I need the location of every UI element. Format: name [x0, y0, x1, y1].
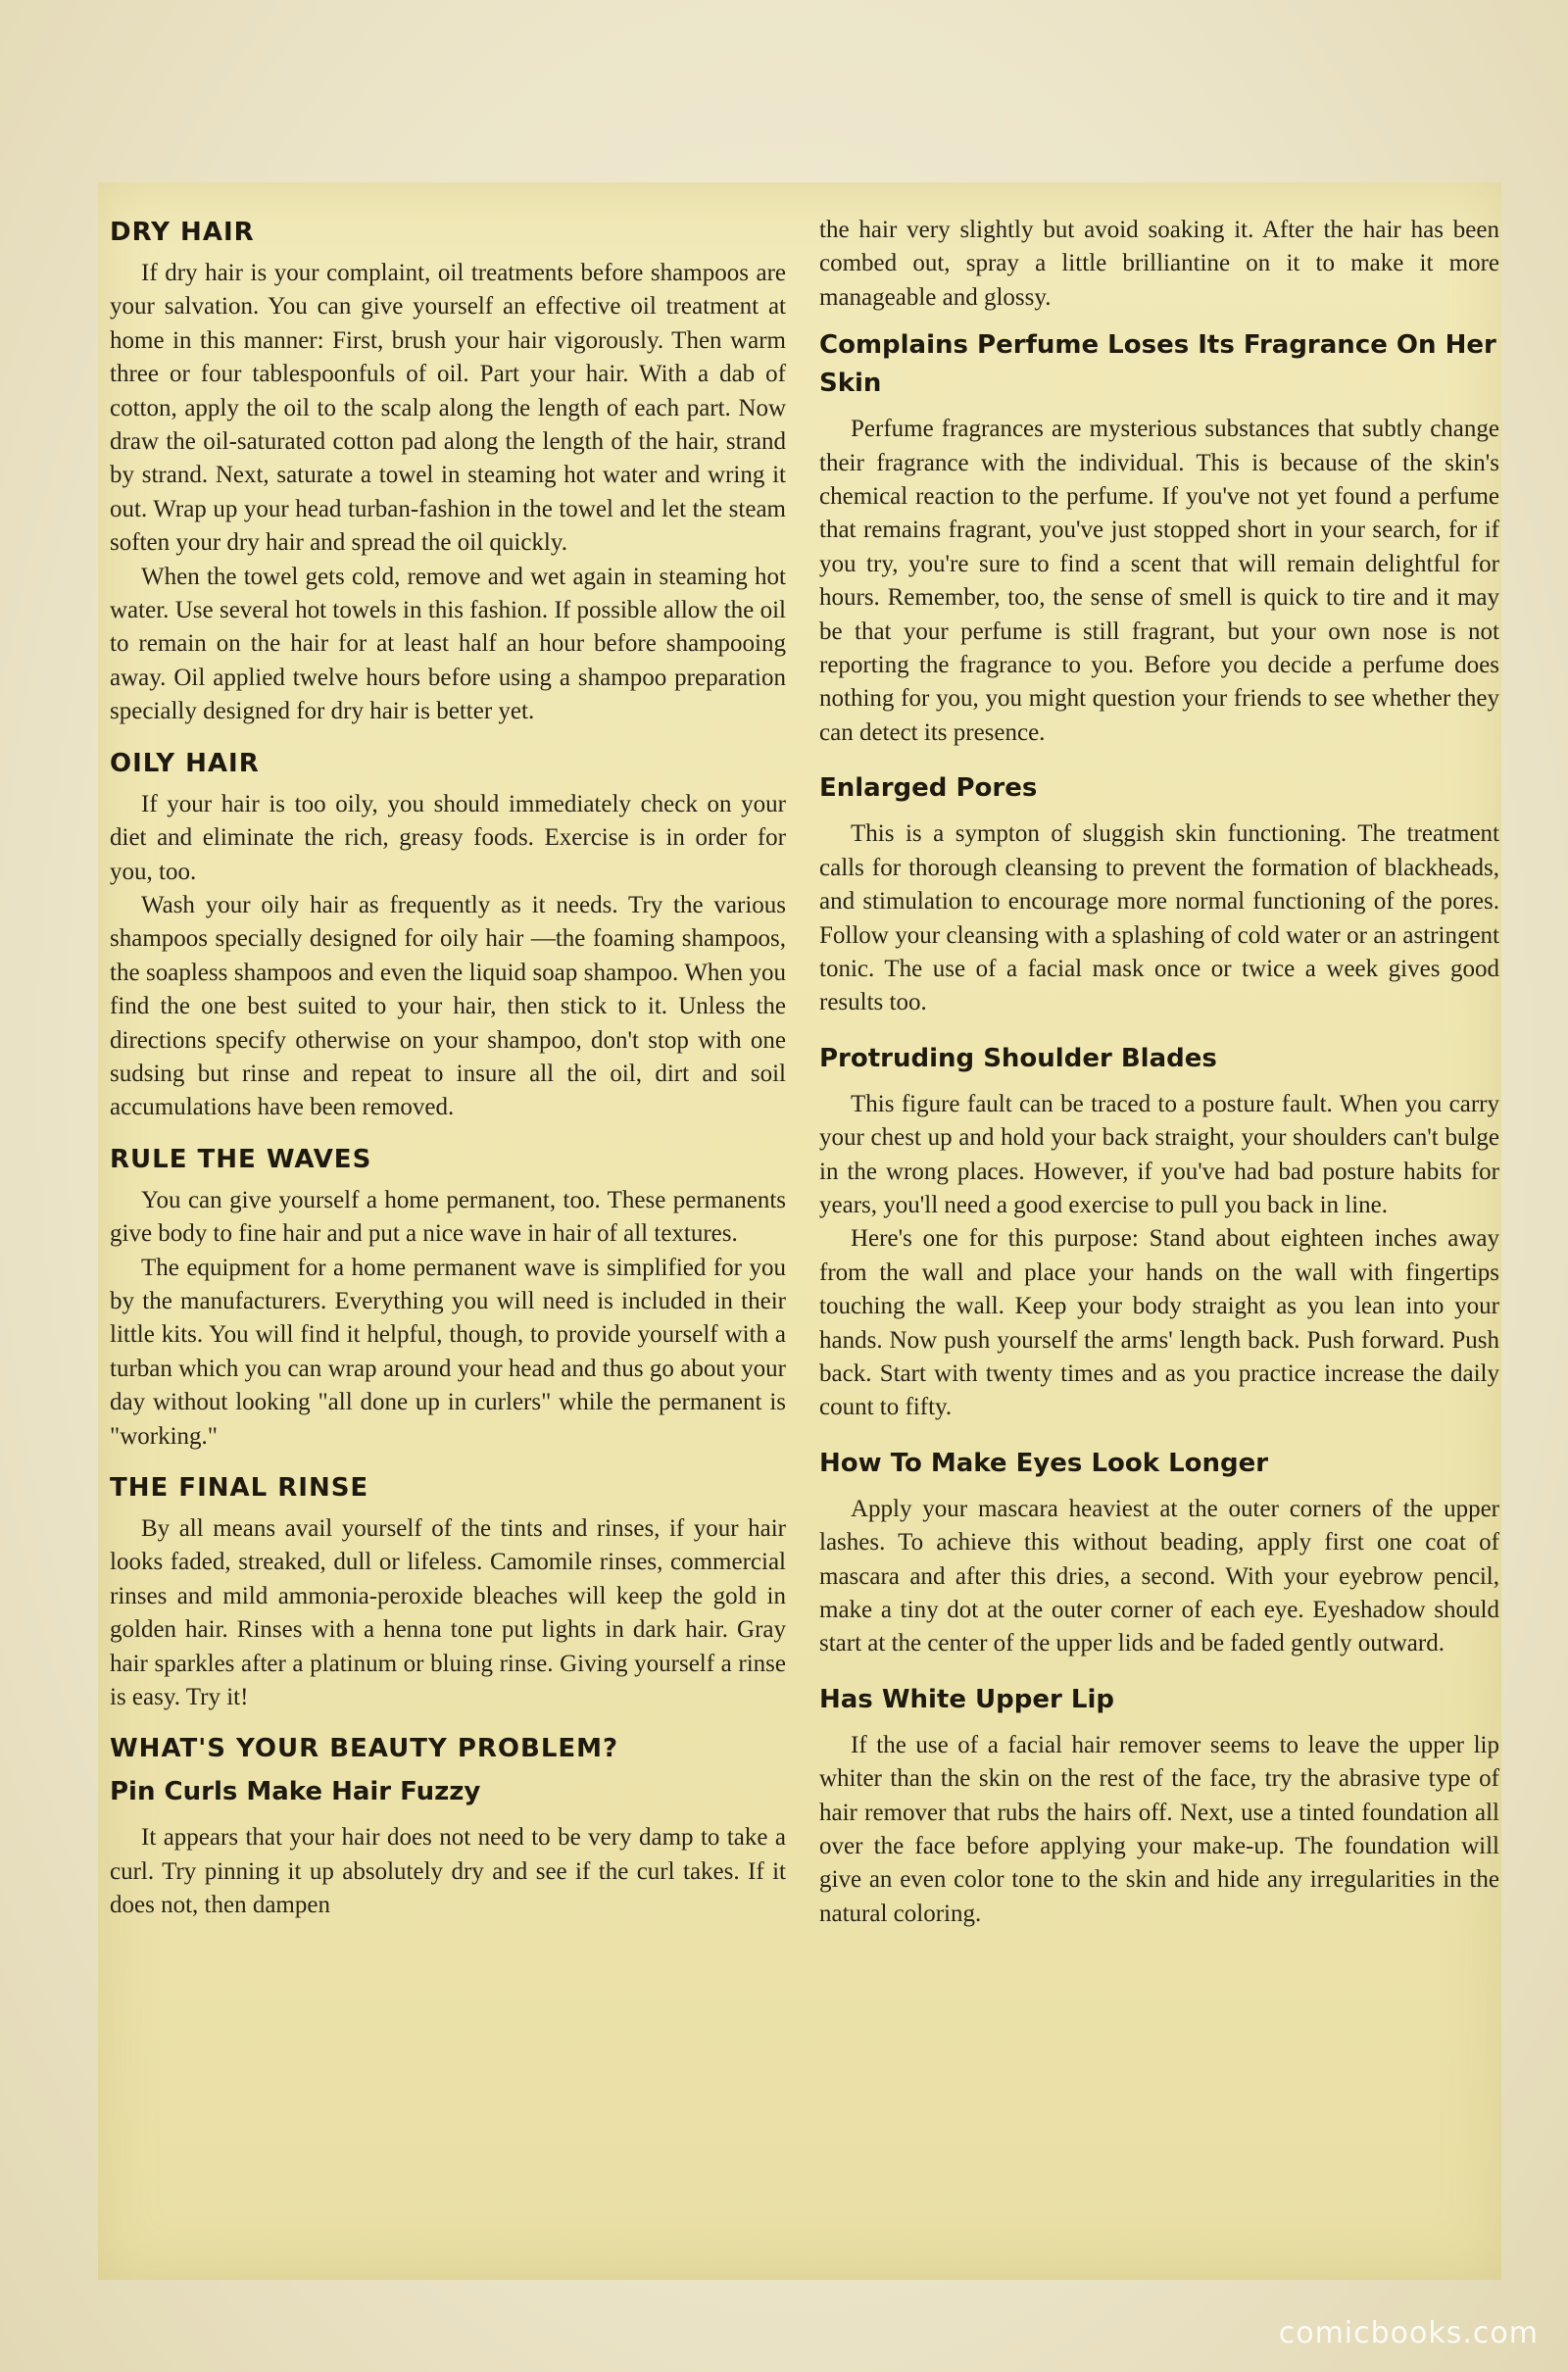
paragraph: When the towel gets cold, remove and wet again in steaming hot water. Use several hot towels in this fashion. If possible allow the oil to remain on the hair for at least half an hour before shampooing away. Oil applied twelve hours before using a shampoo preparation specially designed for dry hair is better yet.	[110, 563, 786, 725]
section-shoulder-blades	[819, 1040, 1499, 1425]
section-final-rinse	[110, 1473, 786, 1714]
heading-shoulder-blades: Protruding Shoulder Blades	[819, 1043, 1217, 1073]
right-column	[819, 214, 1499, 1951]
section-oily-hair	[110, 749, 786, 1125]
paragraph: This is a sympton of sluggish skin functioning. The treatment calls for thorough cleansing to prevent the formation of blackheads, and stimulation to encourage more normal functioning of the pores. Follow your cleansing with a splashing of cold water or an astringent tonic. The use of a facial mask once or twice a week gives good results too.	[819, 820, 1499, 1016]
heading-rule-the-waves: RULE THE WAVES	[110, 1144, 372, 1174]
heading-eyes: How To Make Eyes Look Longer	[819, 1448, 1269, 1478]
section-rule-the-waves	[110, 1145, 786, 1454]
paragraph: This figure fault can be traced to a posture fault. When you carry your chest up and hold your back straight, your shoulders can't bulge in the wrong places. However, if you've had bad posture habits for years, you'll need a good exercise to pull you back in line.	[819, 1090, 1499, 1218]
heading-beauty-problem: WHAT'S YOUR BEAUTY PROBLEM?	[110, 1734, 619, 1764]
watermark: comicbooks.com	[1278, 2316, 1539, 2350]
heading-perfume: Complains Perfume Loses Its Fragrance On Her Skin	[819, 330, 1496, 399]
left-column	[110, 218, 786, 1943]
paragraph: If the use of a facial hair remover seems to leave the upper lip whiter than the skin on the rest of the face, try the abrasive type of hair remover that rubs the hairs off. Next, use a tinted foundation all over the face before applying your make-up. The foundation will give an even color tone to the skin and hide any irregularities in the natural coloring.	[819, 1731, 1499, 1927]
paragraph: You can give yourself a home permanent, too. These permanents give body to fine hair and put a nice wave in hair of all textures.	[110, 1186, 786, 1248]
paragraph: Perfume fragrances are mysterious substances that subtly change their fragrance with the individual. This is because of the skin's chemical reaction to the perfume. If you've not yet found a perfume that remains fragrant, you've just stopped short in your search, for if you try, you're sure to find a scent that will remain delightful for hours. Remember, too, the sense of smell is quick to tire and it may be that your perfume is still fragrant, but your own nose is not reporting the fragrance to you. Before you decide a perfume does nothing for you, you might question your friends to see whether they can detect its presence.	[819, 416, 1499, 746]
continuation-block	[819, 214, 1499, 315]
section-beauty-problem	[110, 1734, 786, 1922]
paragraph: Here's one for this purpose: Stand about eighteen inches away from the wall and place your hands on the wall with fingertips touching the wall. Keep your body straight as you lean into your hands. Now push yourself the arms' length back. Push forward. Push back. Start with twenty times and as you practice increase the daily count to fifty.	[819, 1225, 1499, 1421]
section-eyes	[819, 1445, 1499, 1661]
section-perfume	[819, 326, 1499, 750]
heading-upper-lip: Has White Upper Lip	[819, 1684, 1114, 1714]
paragraph: If your hair is too oily, you should immediately check on your diet and eliminate the rich, greasy foods. Exercise is in order for you, too.	[110, 790, 786, 885]
heading-dry-hair: DRY HAIR	[110, 218, 255, 247]
paragraph: Apply your mascara heaviest at the outer corners of the upper lashes. To achieve this without beading, apply first one coat of mascara and after this dries, a second. With your eyebrow pencil, make a tiny dot at the outer corner of each eye. Eyeshadow should start at the center of the upper lids and be faded gently outward.	[819, 1495, 1499, 1657]
section-upper-lip	[819, 1681, 1499, 1931]
heading-final-rinse: THE FINAL RINSE	[110, 1473, 369, 1503]
paragraph-continuation: the hair very slightly but avoid soaking it. After the hair has been combed out, spray a little brilliantine on it to make it more manageable and glossy.	[819, 217, 1499, 311]
paragraph: If dry hair is your complaint, oil treatments before shampoos are your salvation. You can give yourself an effective oil treatment at home in this manner: First, brush your hair vigorously. Then warm three or four tablespoonfuls of oil. Part your hair. With a dab of cotton, apply the oil to the scalp along the length of each part. Now draw the oil-saturated cotton pad along the length of the hair, strand by strand. Next, saturate a towel in steaming hot water and wring it out. Wrap up your head turban-fashion in the towel and let the steam soften your dry hair and spread the oil quickly.	[110, 260, 786, 557]
paragraph: Wash your oily hair as frequently as it needs. Try the various shampoos specially designed for oily hair —the foaming shampoos, the soapless shampoos and even the liquid soap shampoo. When you find the one best suited to your hair, then stick to it. Unless the directions specify otherwise on your shampoo, don't stop with one sudsing but rinse and repeat to insure all the oil, dirt and soil accumulations have been removed.	[110, 891, 786, 1121]
heading-enlarged-pores: Enlarged Pores	[819, 773, 1038, 804]
paragraph: The equipment for a home permanent wave is simplified for you by the manufacturers. Everything you will need is included in their little kits. You will find it helpful, though, to provide yourself with a turban which you can wrap around your head and thus go about your day without looking "all done up in curlers" while the permanent is "working."	[110, 1254, 786, 1450]
paragraph: By all means avail yourself of the tints and rinses, if your hair looks faded, streaked, dull or lifeless. Camomile rinses, commercial rinses and mild ammonia-peroxide bleaches will keep the gold in golden hair. Rinses with a henna tone put lights in dark hair. Gray hair sparkles after a platinum or bluing rinse. Giving yourself a rinse is easy. Try it!	[110, 1515, 786, 1711]
section-dry-hair	[110, 218, 786, 729]
heading-oily-hair: OILY HAIR	[110, 748, 260, 778]
paragraph: It appears that your hair does not need to be very damp to take a curl. Try pinning it up absolutely dry and see if the curl takes. If it does not, then dampen	[110, 1824, 786, 1919]
section-enlarged-pores	[819, 769, 1499, 1019]
subheading-pin-curls: Pin Curls Make Hair Fuzzy	[110, 1777, 481, 1807]
